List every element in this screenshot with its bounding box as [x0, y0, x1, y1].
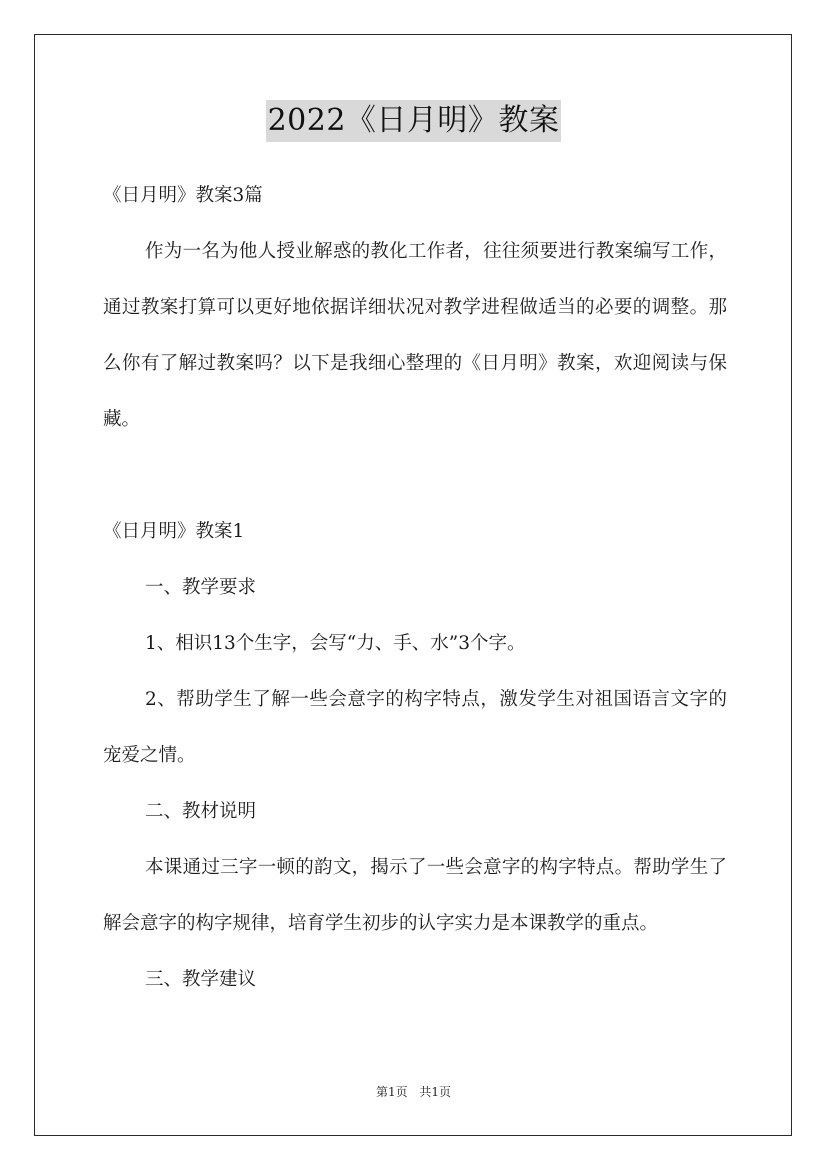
- document-title: 2022《日月明》教案: [266, 100, 562, 142]
- subheading-teaching-suggestions: 三、教学建议: [145, 969, 257, 990]
- subheading-teaching-requirements: 一、教学要求: [145, 577, 257, 598]
- page-number: 第1页: [375, 1085, 408, 1099]
- title-container: [0, 100, 827, 142]
- requirement-item-1: 1、相识13个生字，会写“力、手、水”3个字。: [145, 633, 526, 654]
- document-body: [103, 168, 727, 1008]
- intro-paragraph: 作为一名为他人授业解惑的教化工作者，往往须要进行教案编写工作，通过教案打算可以更好地依据详细状况对教学进程做适当的必要的调整。那么你有了解过教案吗？以下是我细心整理的《日月明》教案，欢迎阅读与保藏。: [103, 241, 727, 430]
- section-heading: 《日月明》教案1: [103, 521, 245, 542]
- subtitle-paragraph: 《日月明》教案3篇: [103, 185, 263, 206]
- material-notes-paragraph: 本课通过三字一顿的韵文，揭示了一些会意字的构字特点。帮助学生了解会意字的构字规律，培育学生初步的认字实力是本课教学的重点。: [103, 857, 727, 934]
- page-footer: [0, 1082, 827, 1102]
- requirement-item-2: 2、帮助学生了解一些会意字的构字特点，激发学生对祖国语言文字的宠爱之情。: [103, 689, 727, 766]
- subheading-material-notes: 二、教材说明: [145, 801, 257, 822]
- page-total: 共1页: [419, 1085, 452, 1099]
- spacer: [103, 448, 727, 504]
